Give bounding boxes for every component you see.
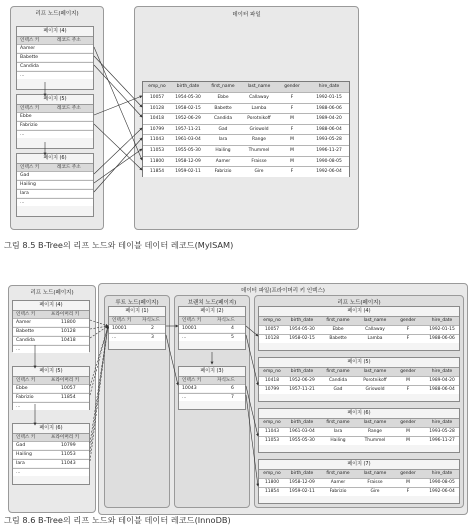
index-key: Hailing bbox=[16, 452, 32, 457]
fig1-page-6 bbox=[16, 153, 94, 217]
leaf-cell: 1989-04-20 bbox=[429, 378, 455, 383]
table-row bbox=[143, 92, 349, 103]
leaf-header-cell: first_name bbox=[326, 471, 350, 476]
fig2-leaf-page-7 bbox=[258, 459, 460, 504]
fig1-leaf-panel-title: 리프 노드(페이지) bbox=[35, 11, 79, 17]
page-row bbox=[13, 441, 89, 449]
leaf-cell: M bbox=[406, 480, 410, 485]
leaf-header-cell: gender bbox=[400, 420, 416, 425]
col-primary-key: 프라이머리 키 bbox=[51, 435, 80, 440]
node-row bbox=[179, 393, 245, 401]
page-title: 페이지 (6) bbox=[39, 425, 63, 431]
leaf-cell: Fraisse bbox=[367, 480, 383, 485]
index-key: ... bbox=[20, 200, 25, 205]
table-cell: 11043 bbox=[150, 137, 164, 143]
table-cell: 1961-03-04 bbox=[175, 137, 201, 143]
fig2-leaf-panel-title: 리프 노드(페이지) bbox=[30, 290, 74, 296]
index-key: ... bbox=[112, 335, 117, 340]
leaf-header-cell: last_name bbox=[363, 420, 387, 425]
col-index-key: 인덱스 키 bbox=[16, 312, 36, 317]
node-row bbox=[179, 324, 245, 332]
index-key: 10043 bbox=[182, 386, 197, 391]
leaf-page-title: 페이지 (6) bbox=[347, 410, 371, 416]
table-cell: 11800 bbox=[150, 158, 164, 164]
fig1-caption: 그림 8.5 B-Tree의 리프 노드와 테이블 데이터 레코드(MyISAM) bbox=[4, 240, 234, 250]
leaf-cell: 1958-12-09 bbox=[289, 480, 315, 485]
table-row bbox=[143, 103, 349, 114]
table-cell: 1959-02-11 bbox=[175, 169, 201, 175]
page-row bbox=[13, 459, 89, 467]
table-cell: 1988-06-04 bbox=[316, 126, 342, 132]
page-title: 페이지 (5) bbox=[39, 368, 63, 374]
index-key: Babette bbox=[20, 55, 39, 60]
page-row bbox=[17, 112, 93, 120]
page-header-row bbox=[13, 376, 89, 384]
child-node: 6 bbox=[231, 386, 234, 391]
table-cell: F bbox=[290, 169, 294, 175]
fig2-data-panel-title: 데이터 파일(프라이머리 키 인덱스) bbox=[241, 288, 325, 294]
leaf-header-cell: first_name bbox=[326, 318, 350, 323]
fig2-branch-page-2 bbox=[178, 306, 246, 350]
table-cell: Range bbox=[252, 137, 266, 143]
leaf-header-cell: birth_date bbox=[290, 420, 314, 425]
table-cell: Thummel bbox=[248, 148, 270, 153]
table-cell: Gire bbox=[254, 169, 264, 175]
leaf-row bbox=[259, 478, 459, 487]
node-header-row bbox=[179, 316, 245, 324]
leaf-header-cell: last_name bbox=[363, 471, 387, 476]
table-cell: 1955-05-30 bbox=[175, 148, 201, 153]
table-cell: 1989-04-20 bbox=[316, 116, 342, 122]
leaf-row bbox=[259, 325, 459, 334]
page-row bbox=[13, 402, 89, 410]
table-cell: Griswold bbox=[249, 126, 269, 132]
leaf-header-cell: birth_date bbox=[290, 318, 314, 323]
table-cell: 10128 bbox=[150, 105, 164, 111]
page-row bbox=[17, 62, 93, 70]
leaf-cell: 11854 bbox=[265, 489, 279, 494]
primary-key: 11053 bbox=[61, 452, 76, 457]
leaf-cell: Aamer bbox=[330, 480, 346, 485]
index-key: ... bbox=[182, 335, 187, 340]
table-cell: M bbox=[290, 116, 294, 122]
fig2-leaf-page-4 bbox=[258, 306, 460, 351]
col-index-key: 인덱스 키 bbox=[112, 318, 132, 323]
index-key: Aamer bbox=[20, 46, 36, 51]
fig2-page-6 bbox=[12, 423, 90, 485]
table-cell: 1992-01-15 bbox=[316, 95, 342, 100]
col-index-key: 인덱스 키 bbox=[16, 435, 36, 440]
leaf-cell: Fabrizio bbox=[329, 489, 347, 494]
page-row bbox=[17, 180, 93, 188]
table-cell: 10418 bbox=[150, 116, 164, 122]
node-page-title: 페이지 (1) bbox=[125, 308, 149, 314]
child-node: 2 bbox=[151, 326, 154, 331]
leaf-cell: 1958-02-15 bbox=[289, 336, 315, 341]
node-row bbox=[109, 333, 165, 341]
primary-key: 10128 bbox=[61, 329, 76, 334]
leaf-header-cell: hire_date bbox=[431, 471, 453, 476]
child-node: 5 bbox=[231, 335, 234, 340]
col-record-address: 레코드 주소 bbox=[57, 38, 81, 43]
leaf-cell: F bbox=[406, 327, 410, 332]
leaf-cell: Ebbe bbox=[332, 327, 344, 332]
col-index-key: 인덱스 키 bbox=[182, 378, 202, 383]
leaf-header-cell: first_name bbox=[326, 369, 350, 374]
table-header-cell: emp_no bbox=[148, 84, 166, 89]
table-cell: 1990-08-05 bbox=[316, 158, 342, 164]
leaf-cell: 1957-11-21 bbox=[289, 387, 315, 392]
fig1-page-5 bbox=[16, 94, 94, 149]
leaf-header-cell: last_name bbox=[363, 318, 387, 323]
table-cell: M bbox=[290, 148, 294, 153]
leaf-header-row bbox=[259, 316, 459, 325]
page-row bbox=[13, 345, 89, 353]
page-row bbox=[13, 336, 89, 344]
fig1-page-4 bbox=[16, 26, 94, 90]
fig2-branch-panel-title: 브랜치 노드(페이지) bbox=[187, 300, 237, 306]
leaf-page-title: 페이지 (7) bbox=[347, 461, 371, 467]
table-row bbox=[143, 113, 349, 124]
table-header-cell: gender bbox=[284, 84, 300, 89]
table-cell: Babette bbox=[214, 105, 232, 111]
table-header-cell: birth_date bbox=[176, 84, 200, 89]
leaf-row bbox=[259, 436, 459, 445]
table-cell: 1954-05-30 bbox=[175, 95, 201, 100]
leaf-header-cell: first_name bbox=[326, 420, 350, 425]
page-row bbox=[13, 450, 89, 458]
page-row bbox=[17, 189, 93, 197]
leaf-cell: 10799 bbox=[265, 387, 279, 392]
page-row bbox=[17, 53, 93, 61]
index-key: ... bbox=[16, 347, 21, 352]
leaf-cell: 11043 bbox=[265, 429, 279, 434]
leaf-row bbox=[259, 334, 459, 343]
index-key: 10001 bbox=[182, 326, 197, 331]
table-cell: 11053 bbox=[150, 148, 164, 153]
page-row bbox=[13, 393, 89, 401]
page-row bbox=[17, 121, 93, 129]
table-cell: Ebbe bbox=[217, 95, 229, 100]
leaf-cell: 1992-01-15 bbox=[429, 327, 455, 332]
index-key: Aamer bbox=[16, 320, 32, 325]
leaf-header-row bbox=[259, 418, 459, 427]
table-cell: Hailing bbox=[215, 148, 231, 153]
node-page-title: 페이지 (2) bbox=[200, 308, 224, 314]
table-cell: 1996-11-27 bbox=[316, 148, 342, 153]
leaf-cell: 1954-05-30 bbox=[289, 327, 315, 332]
fig1-data-table bbox=[142, 81, 350, 177]
table-cell: 11854 bbox=[150, 169, 164, 175]
leaf-row bbox=[259, 376, 459, 385]
leaf-cell: Gire bbox=[370, 489, 380, 494]
primary-key: 11043 bbox=[61, 461, 76, 466]
leaf-cell: Hailing bbox=[330, 438, 346, 443]
primary-key: 11854 bbox=[61, 395, 76, 400]
leaf-header-cell: gender bbox=[400, 471, 416, 476]
col-index-key: 인덱스 키 bbox=[20, 165, 40, 170]
leaf-page-title: 페이지 (4) bbox=[347, 308, 371, 314]
col-primary-key: 프라이머리 키 bbox=[51, 312, 80, 317]
page-title: 페이지 (4) bbox=[39, 302, 63, 308]
leaf-cell: Babette bbox=[329, 336, 347, 341]
page-title: 페이지 (6) bbox=[43, 155, 67, 161]
fig2-root-panel-title: 루트 노드(페이지) bbox=[115, 300, 159, 306]
leaf-cell: 11800 bbox=[265, 480, 279, 485]
fig2-inner-leaf-panel-title: 리프 노드(페이지) bbox=[337, 300, 381, 306]
table-row bbox=[143, 134, 349, 145]
page-row bbox=[17, 130, 93, 138]
index-key: Candida bbox=[20, 64, 39, 69]
leaf-header-cell: emp_no bbox=[263, 420, 281, 425]
page-title: 페이지 (5) bbox=[43, 96, 67, 102]
leaf-cell: Thummel bbox=[364, 438, 386, 443]
leaf-cell: 10418 bbox=[265, 378, 279, 383]
leaf-cell: Range bbox=[368, 429, 382, 434]
leaf-cell: 1992-06-04 bbox=[429, 489, 455, 494]
index-key: ... bbox=[16, 470, 21, 475]
table-cell: Fraisse bbox=[251, 158, 267, 164]
col-index-key: 인덱스 키 bbox=[20, 106, 40, 111]
leaf-cell: 11053 bbox=[265, 438, 279, 443]
table-cell: 1958-02-15 bbox=[175, 105, 201, 111]
index-key: Gad bbox=[20, 173, 30, 178]
fig2-root-page-1 bbox=[108, 306, 166, 350]
table-row bbox=[143, 156, 349, 167]
page-row bbox=[17, 71, 93, 79]
leaf-header-cell: emp_no bbox=[263, 471, 281, 476]
fig2-branch-page-3 bbox=[178, 366, 246, 410]
node-row bbox=[179, 384, 245, 392]
child-node: 4 bbox=[231, 326, 234, 331]
table-cell: F bbox=[290, 95, 294, 100]
page-header-row bbox=[13, 310, 89, 318]
index-key: Candida bbox=[16, 338, 35, 343]
leaf-header-cell: birth_date bbox=[290, 369, 314, 374]
leaf-cell: 1959-02-11 bbox=[289, 489, 315, 494]
table-cell: 10799 bbox=[150, 126, 164, 132]
child-node: 7 bbox=[231, 395, 234, 400]
table-cell: 1992-06-04 bbox=[316, 169, 342, 175]
index-key: ... bbox=[20, 73, 25, 78]
leaf-cell: Candida bbox=[328, 378, 348, 383]
col-child-node: 자식노드 bbox=[142, 318, 160, 323]
col-record-address: 레코드 주소 bbox=[57, 165, 81, 170]
primary-key: 11800 bbox=[61, 320, 76, 325]
table-cell: Iara bbox=[218, 137, 228, 143]
table-cell: F bbox=[290, 105, 294, 111]
leaf-cell: M bbox=[406, 378, 410, 383]
table-cell: Lamba bbox=[251, 105, 267, 111]
index-key: Gad bbox=[16, 443, 26, 448]
leaf-cell: F bbox=[406, 336, 410, 341]
table-header-cell: first_name bbox=[211, 84, 235, 89]
index-key: Iara bbox=[16, 461, 25, 466]
leaf-cell: M bbox=[406, 429, 410, 434]
table-cell: 1993-05-28 bbox=[316, 137, 342, 143]
leaf-cell: 1955-05-30 bbox=[289, 438, 315, 443]
col-index-key: 인덱스 키 bbox=[20, 38, 40, 43]
primary-key: 10418 bbox=[61, 338, 76, 343]
leaf-cell: Iara bbox=[333, 429, 343, 434]
node-row bbox=[109, 324, 165, 332]
col-index-key: 인덱스 키 bbox=[182, 318, 202, 323]
col-child-node: 자식노드 bbox=[217, 318, 235, 323]
leaf-cell: Porotnikoff bbox=[363, 378, 387, 383]
leaf-cell: Gad bbox=[333, 387, 343, 392]
table-cell: 1988-06-06 bbox=[316, 105, 342, 111]
page-title: 페이지 (4) bbox=[43, 28, 67, 34]
index-key: Hailing bbox=[20, 182, 36, 187]
index-key: Fabrizio bbox=[16, 395, 34, 400]
node-header-row bbox=[179, 376, 245, 384]
page-row bbox=[13, 327, 89, 335]
fig2-leaf-page-6 bbox=[258, 408, 460, 453]
leaf-header-cell: emp_no bbox=[263, 318, 281, 323]
table-cell: F bbox=[290, 126, 294, 132]
page-row bbox=[13, 384, 89, 392]
leaf-cell: 1952-06-29 bbox=[289, 378, 315, 383]
page-header-row bbox=[17, 104, 93, 112]
node-page-title: 페이지 (3) bbox=[200, 368, 224, 374]
index-key: Fabrizio bbox=[20, 123, 38, 128]
index-key: 10001 bbox=[112, 326, 127, 331]
table-cell: 10057 bbox=[150, 95, 164, 100]
page-row bbox=[13, 468, 89, 476]
leaf-header-row bbox=[259, 367, 459, 376]
leaf-row bbox=[259, 427, 459, 436]
col-primary-key: 프라이머리 키 bbox=[51, 378, 80, 383]
leaf-cell: 1988-06-06 bbox=[429, 336, 455, 341]
col-index-key: 인덱스 키 bbox=[16, 378, 36, 383]
leaf-header-cell: gender bbox=[400, 369, 416, 374]
leaf-row bbox=[259, 385, 459, 394]
table-row bbox=[143, 145, 349, 156]
index-key: Iara bbox=[20, 191, 29, 196]
page-header-row bbox=[17, 163, 93, 171]
leaf-cell: 1996-11-27 bbox=[429, 438, 455, 443]
table-cell: Candida bbox=[213, 116, 233, 122]
leaf-cell: Lamba bbox=[367, 336, 383, 341]
table-cell: Porotnikoff bbox=[247, 116, 271, 122]
leaf-header-row bbox=[259, 469, 459, 478]
fig1-data-panel-title: 데이터 파일 bbox=[232, 12, 261, 18]
leaf-cell: 1988-06-04 bbox=[429, 387, 455, 392]
index-key: ... bbox=[20, 132, 25, 137]
leaf-cell: F bbox=[406, 489, 410, 494]
table-cell: M bbox=[290, 137, 294, 143]
leaf-header-cell: gender bbox=[400, 318, 416, 323]
fig2-leaf-page-5 bbox=[258, 357, 460, 402]
index-key: Ebbe bbox=[20, 114, 32, 119]
leaf-cell: 10128 bbox=[265, 336, 279, 341]
leaf-header-cell: hire_date bbox=[431, 369, 453, 374]
table-cell: 1952-06-29 bbox=[175, 116, 201, 122]
table-cell: Fabrizio bbox=[214, 169, 232, 175]
leaf-row bbox=[259, 487, 459, 496]
page-row bbox=[17, 198, 93, 206]
page-header-row bbox=[13, 433, 89, 441]
leaf-cell: M bbox=[406, 438, 410, 443]
index-key: Babette bbox=[16, 329, 35, 334]
page-row bbox=[17, 44, 93, 52]
table-cell: M bbox=[290, 158, 294, 164]
table-cell: Callaway bbox=[249, 95, 269, 100]
leaf-cell: 1961-03-04 bbox=[289, 429, 315, 434]
fig2-caption: 그림 8.6 B-Tree의 리프 노드와 테이블 데이터 레코드(InnoDB) bbox=[4, 515, 231, 525]
table-row bbox=[143, 166, 349, 177]
table-row bbox=[143, 124, 349, 135]
table-header-cell: last_name bbox=[247, 84, 271, 89]
table-cell: 1958-12-09 bbox=[175, 158, 201, 164]
table-cell: 1957-11-21 bbox=[175, 126, 201, 132]
child-node: 3 bbox=[151, 335, 154, 340]
index-key: ... bbox=[16, 404, 21, 409]
table-cell: Aamer bbox=[215, 158, 231, 164]
page-header-row bbox=[17, 36, 93, 44]
index-key: Ebbe bbox=[16, 386, 28, 391]
fig2-page-4 bbox=[12, 300, 90, 352]
leaf-page-title: 페이지 (5) bbox=[347, 359, 371, 365]
page-row bbox=[13, 318, 89, 326]
leaf-cell: 1990-08-05 bbox=[429, 480, 455, 485]
col-record-address: 레코드 주소 bbox=[57, 106, 81, 111]
node-header-row bbox=[109, 316, 165, 324]
table-cell: Gad bbox=[218, 126, 228, 132]
index-key: ... bbox=[182, 395, 187, 400]
leaf-cell: 10057 bbox=[265, 327, 279, 332]
node-row bbox=[179, 333, 245, 341]
primary-key: 10799 bbox=[61, 443, 76, 448]
leaf-header-cell: birth_date bbox=[290, 471, 314, 476]
leaf-header-cell: emp_no bbox=[263, 369, 281, 374]
leaf-cell: Callaway bbox=[365, 327, 385, 332]
fig2-page-5 bbox=[12, 366, 90, 410]
leaf-cell: Griswold bbox=[365, 387, 385, 392]
table-header-cell: hire_date bbox=[318, 84, 340, 89]
leaf-header-cell: hire_date bbox=[431, 318, 453, 323]
leaf-header-cell: last_name bbox=[363, 369, 387, 374]
page-row bbox=[17, 171, 93, 179]
primary-key: 10057 bbox=[61, 386, 76, 391]
leaf-cell: F bbox=[406, 387, 410, 392]
table-header-row bbox=[143, 82, 349, 92]
col-child-node: 자식노드 bbox=[217, 378, 235, 383]
leaf-cell: 1993-05-28 bbox=[429, 429, 455, 434]
leaf-header-cell: hire_date bbox=[431, 420, 453, 425]
